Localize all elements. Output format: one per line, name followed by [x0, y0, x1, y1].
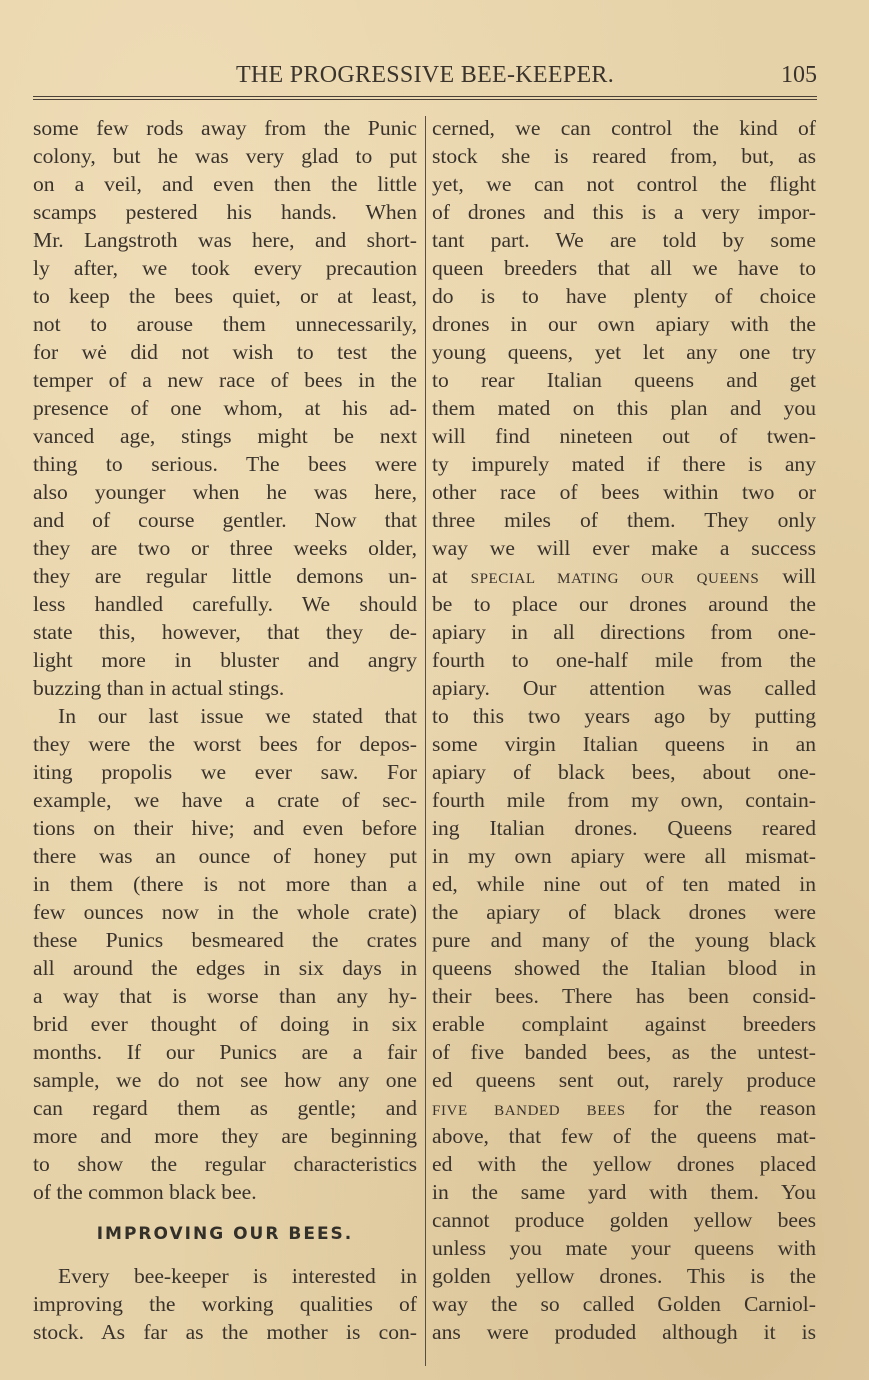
- text-line: do is to have plenty of choice: [432, 284, 816, 308]
- text-line: apiary. Our attention was called: [432, 676, 816, 700]
- journal-title: THE PROGRESSIVE BEE-KEEPER.: [235, 62, 615, 88]
- text-line: vanced age, stings might be next: [33, 424, 417, 448]
- text-line: drones in our own apiary with the: [432, 312, 816, 336]
- small-caps-phrase: FIVE BANDED BEES: [432, 1103, 626, 1119]
- text-line: they were the worst bees for depos-: [33, 732, 417, 756]
- text-line: cerned, we can control the kind of: [432, 116, 816, 140]
- text-line: in my own apiary were all mismat-: [432, 844, 816, 868]
- text-fragment: at: [432, 564, 471, 588]
- text-line: stock. As far as the mother is con-: [33, 1320, 417, 1344]
- text-line: will find nineteen out of twen-: [432, 424, 816, 448]
- text-line: in the same yard with them. You: [432, 1180, 816, 1204]
- text-line: [432, 1094, 816, 1122]
- text-line: in them (there is not more than a: [33, 872, 417, 896]
- text-line: these Punics besmeared the crates: [33, 928, 417, 952]
- right-column: [432, 114, 816, 1346]
- text-line: golden yellow drones. This is the: [432, 1264, 816, 1288]
- text-line: be to place our drones around the: [432, 592, 816, 616]
- text-fragment: will: [759, 564, 816, 588]
- text-line: pure and many of the young black: [432, 928, 816, 952]
- text-line: scamps pestered his hands. When: [33, 200, 417, 224]
- text-line: temper of a new race of bees in the: [33, 368, 417, 392]
- text-line: tant part. We are told by some: [432, 228, 816, 252]
- text-line: Every bee-keeper is interested in: [58, 1264, 417, 1288]
- text-line: them mated on this plan and you: [432, 396, 816, 420]
- text-line: In our last issue we stated that: [58, 704, 417, 728]
- text-line: their bees. There has been consid-: [432, 984, 816, 1008]
- small-caps-phrase: SPECIAL MATING OUR QUEENS: [470, 571, 760, 587]
- text-line: other race of bees within two or: [432, 480, 816, 504]
- text-line: some few rods away from the Punic: [33, 116, 417, 140]
- header-rule: [33, 96, 817, 100]
- text-line: to this two years ago by putting: [432, 704, 816, 728]
- text-line: iting propolis we ever saw. For: [33, 760, 417, 784]
- text-line: fourth mile from my own, contain-: [432, 788, 816, 812]
- text-line: a way that is worse than any hy-: [33, 984, 417, 1008]
- text-line: ing Italian drones. Queens reared: [432, 816, 816, 840]
- text-line: above, that few of the queens mat-: [432, 1124, 816, 1148]
- text-line: [432, 562, 816, 590]
- text-line: stock she is reared from, but, as: [432, 144, 816, 168]
- text-line: colony, but he was very glad to put: [33, 144, 417, 168]
- text-line: state this, however, that they de-: [33, 620, 417, 644]
- text-line: three miles of them. They only: [432, 508, 816, 532]
- text-line: apiary in all directions from one-: [432, 620, 816, 644]
- text-line: Mr. Langstroth was here, and short-: [33, 228, 417, 252]
- text-line: on a veil, and even then the little: [33, 172, 417, 196]
- text-line: some virgin Italian queens in an: [432, 732, 816, 756]
- text-line: ly after, we took every precaution: [33, 256, 417, 280]
- text-line: and of course gentler. Now that: [33, 508, 417, 532]
- text-line: ed, while nine out of ten mated in: [432, 872, 816, 896]
- text-line: can regard them as gentle; and: [33, 1096, 417, 1120]
- text-line: queens showed the Italian blood in: [432, 956, 816, 980]
- text-line: presence of one whom, at his ad-: [33, 396, 417, 420]
- text-line: to show the regular characteristics: [33, 1152, 417, 1176]
- running-head: [33, 60, 817, 94]
- text-line: young queens, yet let any one try: [432, 340, 816, 364]
- text-line: of drones and this is a very impor-: [432, 200, 816, 224]
- text-line: brid ever thought of doing in six: [33, 1012, 417, 1036]
- text-line: apiary of black bees, about one-: [432, 760, 816, 784]
- text-line: for wė did not wish to test the: [33, 340, 417, 364]
- text-line: they are two or three weeks older,: [33, 536, 417, 560]
- text-line: of the common black bee.: [33, 1180, 257, 1204]
- text-line: ed queens sent out, rarely produce: [432, 1068, 816, 1092]
- text-line: cannot produce golden yellow bees: [432, 1208, 816, 1232]
- text-line: buzzing than in actual stings.: [33, 676, 285, 700]
- text-line: months. If our Punics are a fair: [33, 1040, 417, 1064]
- text-line: improving the working qualities of: [33, 1292, 417, 1316]
- text-line: of five banded bees, as the untest-: [432, 1040, 816, 1064]
- left-column: [33, 114, 417, 1346]
- text-line: not to arouse them unnecessarily,: [33, 312, 417, 336]
- text-line: unless you mate your queens with: [432, 1236, 816, 1260]
- text-line: fourth to one-half mile from the: [432, 648, 816, 672]
- text-line: ed with the yellow drones placed: [432, 1152, 816, 1176]
- text-fragment: for the reason: [625, 1096, 816, 1120]
- text-line: yet, we can not control the flight: [432, 172, 816, 196]
- text-line: thing to serious. The bees were: [33, 452, 417, 476]
- text-line: to rear Italian queens and get: [432, 368, 816, 392]
- text-line: also younger when he was here,: [33, 480, 417, 504]
- text-line: to keep the bees quiet, or at least,: [33, 284, 417, 308]
- text-line: few ounces now in the whole crate): [33, 900, 417, 924]
- text-line: more and more they are beginning: [33, 1124, 417, 1148]
- text-line: tions on their hive; and even before: [33, 816, 417, 840]
- text-line: sample, we do not see how any one: [33, 1068, 417, 1092]
- text-line: all around the edges in six days in: [33, 956, 417, 980]
- text-line: example, we have a crate of sec-: [33, 788, 417, 812]
- text-line: less handled carefully. We should: [33, 592, 417, 616]
- text-line: light more in bluster and angry: [33, 648, 417, 672]
- text-line: they are regular little demons un-: [33, 564, 417, 588]
- text-line: the apiary of black drones were: [432, 900, 816, 924]
- text-line: erable complaint against breeders: [432, 1012, 816, 1036]
- section-heading: IMPROVING OUR BEES.: [96, 1224, 354, 1244]
- text-line: ans were produded although it is: [432, 1320, 816, 1344]
- text-line: there was an ounce of honey put: [33, 844, 417, 868]
- text-line: queen breeders that all we have to: [432, 256, 816, 280]
- page-number: 105: [781, 62, 817, 88]
- text-line: way we will ever make a success: [432, 536, 816, 560]
- column-divider: [425, 116, 426, 1366]
- text-line: ty impurely mated if there is any: [432, 452, 816, 476]
- text-line: way the so called Golden Carniol-: [432, 1292, 816, 1316]
